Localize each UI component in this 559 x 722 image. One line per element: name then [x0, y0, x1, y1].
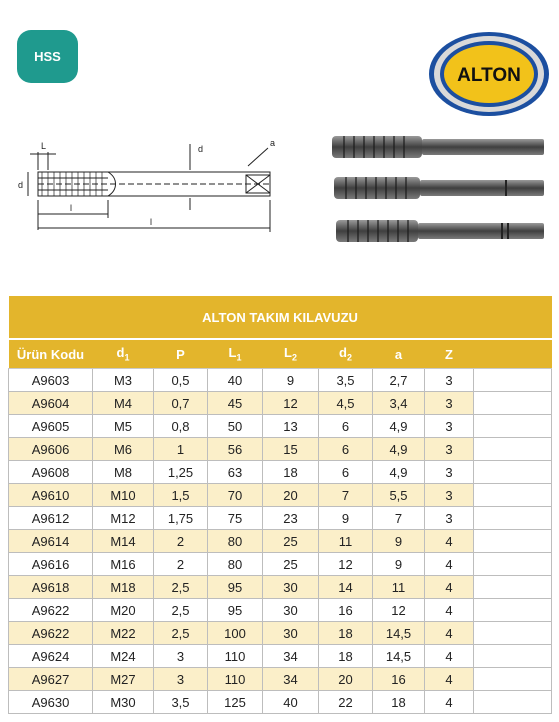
table-cell-blank — [474, 622, 552, 645]
table-cell: 4 — [425, 553, 474, 576]
table-cell: 12 — [373, 599, 425, 622]
table-cell: 70 — [208, 484, 263, 507]
table-cell: 2,5 — [154, 576, 208, 599]
table-cell: 3 — [425, 484, 474, 507]
table-cell: 2 — [154, 530, 208, 553]
table-cell: 50 — [208, 415, 263, 438]
table-cell: 56 — [208, 438, 263, 461]
table-cell-blank — [474, 484, 552, 507]
table-cell: 4,9 — [373, 461, 425, 484]
hss-badge-label: HSS — [34, 49, 61, 64]
table-cell: M8 — [93, 461, 154, 484]
column-header-label: Z — [445, 346, 453, 362]
table-cell: A9605 — [9, 415, 93, 438]
table-cell: M20 — [93, 599, 154, 622]
column-header-label: P — [176, 346, 185, 362]
dim-label-l2: l — [70, 203, 72, 213]
column-header — [373, 339, 425, 369]
table-cell: M16 — [93, 553, 154, 576]
table-cell: A9622 — [9, 599, 93, 622]
table-cell: 34 — [263, 645, 319, 668]
tap-technical-drawing — [8, 130, 292, 246]
table-cell: 4 — [425, 691, 474, 714]
table-row — [9, 576, 552, 599]
table-row — [9, 415, 552, 438]
product-table — [8, 296, 552, 714]
table-cell: 45 — [208, 392, 263, 415]
column-header-label: d — [339, 345, 347, 361]
table-cell: M6 — [93, 438, 154, 461]
table-cell-blank — [474, 461, 552, 484]
table-cell: 3 — [425, 438, 474, 461]
table-cell: 3 — [425, 507, 474, 530]
column-header — [9, 339, 93, 369]
table-cell: A9603 — [9, 369, 93, 392]
table-cell: 16 — [373, 668, 425, 691]
hss-badge — [17, 30, 78, 83]
table-cell-blank — [474, 507, 552, 530]
table-cell-blank — [474, 415, 552, 438]
table-row — [9, 461, 552, 484]
table-cell: 4 — [425, 645, 474, 668]
table-cell: 20 — [263, 484, 319, 507]
table-cell: 18 — [319, 622, 373, 645]
table-cell: 30 — [263, 622, 319, 645]
table-cell: 3,4 — [373, 392, 425, 415]
column-header-subscript: 2 — [291, 352, 297, 363]
table-row — [9, 484, 552, 507]
table-cell: M18 — [93, 576, 154, 599]
table-row — [9, 691, 552, 714]
table-cell: 16 — [319, 599, 373, 622]
table-cell: 3 — [154, 668, 208, 691]
table-row — [9, 369, 552, 392]
table-cell: 14 — [319, 576, 373, 599]
table-cell: 1,75 — [154, 507, 208, 530]
table-cell: 4,9 — [373, 438, 425, 461]
table-cell: 4 — [425, 530, 474, 553]
table-cell-blank — [474, 369, 552, 392]
table-cell: 23 — [263, 507, 319, 530]
logo-text: ALTON — [457, 65, 521, 86]
table-cell: 30 — [263, 576, 319, 599]
table-cell: 15 — [263, 438, 319, 461]
table-cell: 95 — [208, 576, 263, 599]
column-header-label: Ürün Kodu — [16, 346, 85, 362]
table-cell: A9624 — [9, 645, 93, 668]
table-cell: A9616 — [9, 553, 93, 576]
table-cell: M5 — [93, 415, 154, 438]
table-cell: 9 — [373, 553, 425, 576]
table-cell: 3 — [425, 369, 474, 392]
table-header-row — [9, 339, 552, 369]
table-cell: 14,5 — [373, 645, 425, 668]
table-cell: 0,8 — [154, 415, 208, 438]
column-header — [319, 339, 373, 369]
table-cell: 25 — [263, 553, 319, 576]
table-cell: 3 — [425, 392, 474, 415]
table-cell-blank — [474, 438, 552, 461]
table-cell: 12 — [319, 553, 373, 576]
table-cell: A9614 — [9, 530, 93, 553]
table-row — [9, 599, 552, 622]
table-cell: 80 — [208, 530, 263, 553]
table-row — [9, 392, 552, 415]
column-header-blank — [474, 339, 552, 369]
table-title: ALTON TAKIM KILAVUZU — [9, 296, 552, 339]
table-cell: 25 — [263, 530, 319, 553]
table-cell: M27 — [93, 668, 154, 691]
table-cell: 2,7 — [373, 369, 425, 392]
table-cell: 3,5 — [154, 691, 208, 714]
tap-3 — [336, 220, 544, 242]
column-header-subscript: 1 — [236, 352, 242, 363]
table-cell: 110 — [208, 668, 263, 691]
table-cell: A9608 — [9, 461, 93, 484]
table-cell: 14,5 — [373, 622, 425, 645]
table-cell: 125 — [208, 691, 263, 714]
table-cell: 6 — [319, 438, 373, 461]
table-cell-blank — [474, 668, 552, 691]
table-cell: M24 — [93, 645, 154, 668]
table-cell: 5,5 — [373, 484, 425, 507]
table-cell: 40 — [208, 369, 263, 392]
table-cell: 7 — [373, 507, 425, 530]
table-cell: M4 — [93, 392, 154, 415]
table-cell-blank — [474, 553, 552, 576]
table-cell-blank — [474, 392, 552, 415]
table-row — [9, 507, 552, 530]
table-cell: 2 — [154, 553, 208, 576]
table-cell: 100 — [208, 622, 263, 645]
table-cell: A9630 — [9, 691, 93, 714]
table-cell: 0,5 — [154, 369, 208, 392]
table-cell: 1,5 — [154, 484, 208, 507]
table-cell-blank — [474, 645, 552, 668]
dim-label-d2: d — [198, 144, 204, 154]
table-cell: 30 — [263, 599, 319, 622]
table-cell: A9618 — [9, 576, 93, 599]
dim-label-l1: l — [150, 217, 152, 227]
table-cell: 110 — [208, 645, 263, 668]
table-cell: 11 — [319, 530, 373, 553]
table-cell: 1 — [154, 438, 208, 461]
table-cell: 34 — [263, 668, 319, 691]
table-cell: M22 — [93, 622, 154, 645]
column-header — [93, 339, 154, 369]
table-row — [9, 530, 552, 553]
table-cell: 9 — [263, 369, 319, 392]
column-header — [263, 339, 319, 369]
table-cell: 9 — [319, 507, 373, 530]
table-cell: 18 — [319, 645, 373, 668]
table-cell: 3 — [425, 461, 474, 484]
table-cell: 3 — [154, 645, 208, 668]
table-cell: 13 — [263, 415, 319, 438]
table-cell-blank — [474, 599, 552, 622]
table-cell: M3 — [93, 369, 154, 392]
table-cell: 63 — [208, 461, 263, 484]
table-cell: 20 — [319, 668, 373, 691]
table-row — [9, 553, 552, 576]
table-body — [9, 369, 552, 714]
table-cell: 22 — [319, 691, 373, 714]
column-header — [208, 339, 263, 369]
table-cell: 4 — [425, 576, 474, 599]
dim-label-l: L — [41, 141, 47, 151]
table-cell: A9627 — [9, 668, 93, 691]
column-header — [425, 339, 474, 369]
column-header-label: L — [284, 345, 292, 361]
table-cell: 4 — [425, 599, 474, 622]
table-cell: 2,5 — [154, 622, 208, 645]
table-cell: A9606 — [9, 438, 93, 461]
table-cell: 4,5 — [319, 392, 373, 415]
table-cell: 0,7 — [154, 392, 208, 415]
table-cell: 18 — [373, 691, 425, 714]
table-cell: M12 — [93, 507, 154, 530]
table-row — [9, 438, 552, 461]
table-cell: A9604 — [9, 392, 93, 415]
table-cell: 1,25 — [154, 461, 208, 484]
table-cell: 75 — [208, 507, 263, 530]
tap-set-photo — [322, 126, 556, 252]
table-cell: 11 — [373, 576, 425, 599]
table-cell: M14 — [93, 530, 154, 553]
table-cell: 95 — [208, 599, 263, 622]
column-header-label: a — [394, 346, 403, 362]
table-cell: 6 — [319, 461, 373, 484]
table-cell-blank — [474, 530, 552, 553]
table-cell: A9622 — [9, 622, 93, 645]
table-cell: 12 — [263, 392, 319, 415]
column-header-label: L — [228, 345, 237, 361]
table-cell: 3 — [425, 415, 474, 438]
table-cell: 80 — [208, 553, 263, 576]
table-cell: 18 — [263, 461, 319, 484]
table-row — [9, 622, 552, 645]
table-cell: A9612 — [9, 507, 93, 530]
alton-logo — [428, 31, 550, 117]
table-cell: M30 — [93, 691, 154, 714]
table-cell: 40 — [263, 691, 319, 714]
table-cell-blank — [474, 691, 552, 714]
table-cell: A9610 — [9, 484, 93, 507]
table-row — [9, 668, 552, 691]
table-cell: 3,5 — [319, 369, 373, 392]
table-row — [9, 645, 552, 668]
column-header — [154, 339, 208, 369]
table-cell: 7 — [319, 484, 373, 507]
column-header-subscript: 1 — [124, 352, 130, 363]
table-cell-blank — [474, 576, 552, 599]
table-cell: M10 — [93, 484, 154, 507]
dim-label-d1: d — [18, 180, 24, 190]
column-header-label: d — [116, 345, 125, 361]
table-cell: 4 — [425, 622, 474, 645]
dim-label-a: a — [270, 138, 276, 148]
table-cell: 4 — [425, 668, 474, 691]
table-cell: 2,5 — [154, 599, 208, 622]
table-cell: 4,9 — [373, 415, 425, 438]
table-cell: 6 — [319, 415, 373, 438]
table-cell: 9 — [373, 530, 425, 553]
column-header-subscript: 2 — [346, 352, 352, 363]
